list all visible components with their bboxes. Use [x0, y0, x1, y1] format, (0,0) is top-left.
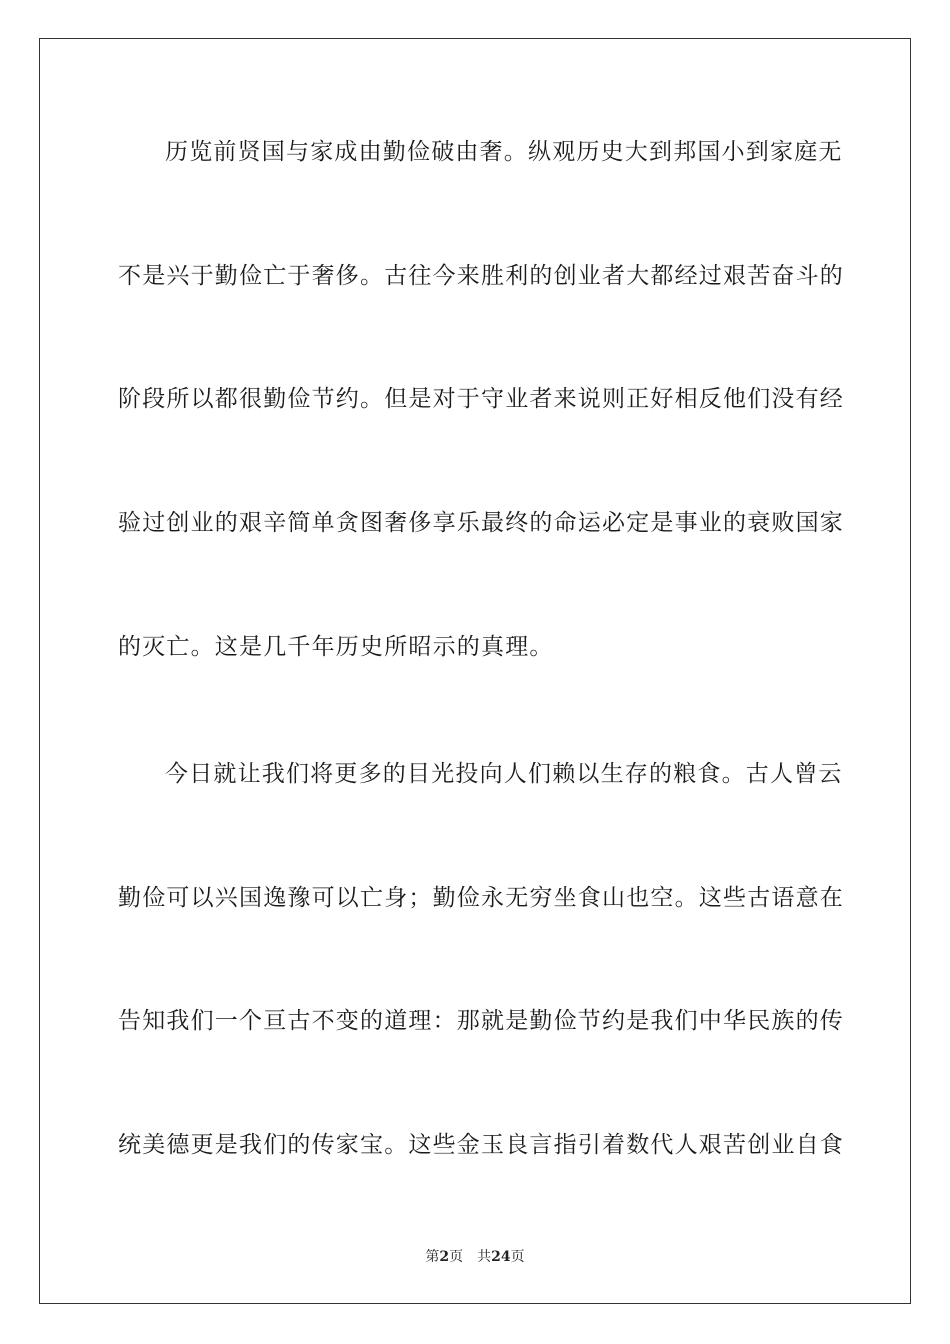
- paragraph-2-line-3: 告知我们一个亘古不变的道理：那就是勤俭节约是我们中华民族的传: [118, 1008, 844, 1034]
- paragraph-1-line-5: 的灭亡。这是几千年历史所昭示的真理。: [118, 634, 554, 660]
- page-suffix: 页: [449, 1249, 464, 1265]
- total-suffix: 页: [510, 1249, 525, 1265]
- paragraph-1-line-3: 阶段所以都很勤俭节约。但是对于守业者来说则正好相反他们没有经: [118, 386, 844, 412]
- page-border: [39, 38, 911, 1304]
- paragraph-1-line-1: 历览前贤国与家成由勤俭破由奢。纵观历史大到邦国小到家庭无: [165, 139, 843, 165]
- page-prefix: 第: [425, 1249, 440, 1265]
- paragraph-2-line-4: 统美德更是我们的传家宝。这些金玉良言指引着数代人艰苦创业自食: [118, 1132, 844, 1158]
- paragraph-2-line-1: 今日就让我们将更多的目光投向人们赖以生存的粮食。古人曾云: [165, 761, 843, 787]
- paragraph-1-line-4: 验过创业的艰辛简单贪图奢侈享乐最终的命运必定是事业的衰败国家: [118, 510, 844, 536]
- total-prefix: 共: [477, 1249, 492, 1265]
- paragraph-2-line-2: 勤俭可以兴国逸豫可以亡身；勤俭永无穷坐食山也空。这些古语意在: [118, 885, 844, 911]
- page-number: 2: [439, 1249, 450, 1265]
- page-footer: [0, 1248, 950, 1266]
- total-pages: 24: [491, 1249, 511, 1265]
- paragraph-1-line-2: 不是兴于勤俭亡于奢侈。古往今来胜利的创业者大都经过艰苦奋斗的: [118, 263, 844, 289]
